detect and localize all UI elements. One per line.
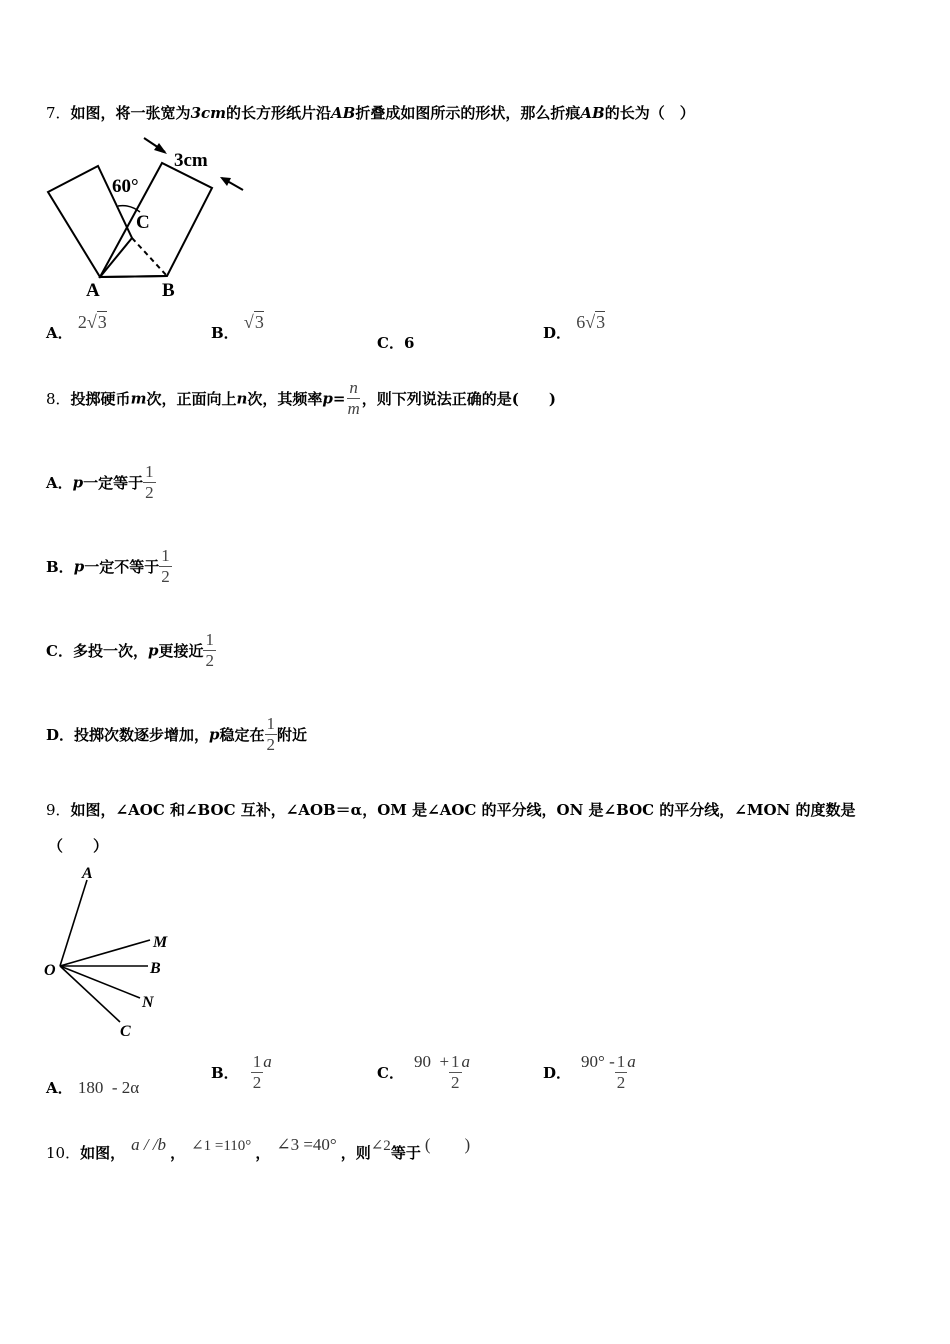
q8-option-a-fraction [143, 462, 156, 503]
q8-option-c-fraction [203, 630, 216, 671]
q7-option-d-label: D． [543, 324, 572, 342]
q7-option-b-expr: √3 [243, 312, 264, 332]
q8-option-d-text: 稳定在 [219, 726, 265, 744]
q8-option-b-fraction [159, 546, 172, 587]
q10-stem-c: 等于 [390, 1144, 421, 1162]
q9-option-a[interactable] [46, 1077, 139, 1098]
q10-sep2: ， [255, 1144, 271, 1162]
q7-figure [40, 130, 255, 305]
q9-ray-oc [60, 966, 120, 1022]
q8-option-d[interactable] [46, 714, 307, 755]
q10-number: 10． [46, 1144, 81, 1162]
q8-option-a-den: 2 [145, 483, 154, 502]
q8-option-b[interactable] [46, 546, 172, 587]
q7-arrowhead-left [154, 143, 167, 154]
q9-option-a-expr: 180 - 2α [77, 1078, 140, 1097]
q9-stem [46, 799, 855, 820]
q8-option-d-pre-text: 投掷次数逐步增加， [74, 726, 210, 744]
q9-option-d-num: 1 [616, 1052, 626, 1071]
q9-label-n: N [142, 994, 154, 1011]
q8-frequency-fraction [345, 378, 361, 419]
q8-option-c-num: 1 [205, 630, 214, 649]
q10-parallel: a / /b [131, 1135, 167, 1154]
q8-frac-num: n [349, 378, 358, 397]
q9-ray-oa [60, 880, 87, 966]
q9-ray-om [60, 940, 150, 966]
q8-option-a-label: A． [46, 474, 73, 492]
q10-angle3: ∠3 =40° [276, 1135, 337, 1154]
q7-stem-b: 的长方形纸片沿 [226, 104, 332, 122]
q7-option-c[interactable] [377, 332, 414, 353]
q8-option-a-text: 一定等于 [83, 474, 144, 492]
q9-option-a-label: A． [46, 1079, 73, 1097]
q8-stem-a: 投掷硬币 [70, 390, 131, 408]
q8-n: n [236, 389, 248, 408]
q7-option-d[interactable] [543, 312, 606, 343]
q9-option-c[interactable] [377, 1052, 470, 1093]
q8-option-d-num: 1 [266, 714, 276, 733]
q8-stem-b: 次，正面向上 [146, 390, 237, 408]
q7-width-val: 3 [190, 104, 201, 122]
q8-option-d-p: p [209, 725, 220, 744]
q7-option-a-coef: 2 [77, 312, 87, 332]
q8-option-c[interactable] [46, 630, 216, 671]
q9-option-d-pre: 90° - [581, 1052, 615, 1071]
q8-option-d-post: 附近 [277, 726, 308, 744]
q10-sep1: ， [170, 1144, 186, 1162]
q7-ab-line [100, 276, 167, 277]
q8-stem-d: ，则下列说法正确的是( ) [361, 390, 556, 408]
q8-option-d-label: D． [46, 726, 75, 744]
q9-option-c-den: 2 [451, 1073, 460, 1092]
q7-label-c: C [136, 212, 150, 233]
q7-number: 7． [46, 104, 71, 122]
q7-fold-dash [132, 238, 167, 276]
q7-option-c-value: 6 [403, 334, 415, 352]
q7-option-d-coef: 6 [576, 312, 586, 332]
q9-option-d-var: a [627, 1052, 636, 1071]
q7-label-3cm: 3cm [174, 150, 208, 171]
q8-option-a-p: p [72, 473, 84, 492]
q9-option-c-num: 1 [451, 1052, 460, 1071]
q7-option-b[interactable] [211, 312, 264, 343]
q8-option-c-den: 2 [205, 651, 214, 670]
q7-fold: AB [331, 104, 356, 122]
q8-p-eq: p= [322, 389, 346, 408]
q9-option-c-var: a [461, 1052, 471, 1071]
q7-option-a-expr: 2√3 [77, 312, 107, 332]
q7-option-d-expr: 6√3 [576, 312, 606, 332]
q8-option-d-den: 2 [266, 735, 276, 754]
q9-option-c-pre: 90 + [413, 1052, 450, 1071]
q7-stem-c: 折叠成如图所示的形状，那么折痕 [355, 104, 581, 122]
q7-label-60: 60° [112, 176, 139, 197]
q8-frac-den: m [347, 399, 360, 418]
q9-option-d-den: 2 [616, 1073, 626, 1092]
q9-ray-on [60, 966, 140, 998]
q10-angle1: ∠1 =110° [191, 1138, 252, 1154]
q7-option-b-radicand: 3 [254, 312, 264, 332]
q7-stem [46, 102, 695, 123]
q8-stem-c: 次，其频率 [247, 390, 323, 408]
q9-option-b-var: a [263, 1052, 272, 1071]
q9-option-d-fraction [615, 1052, 628, 1093]
q9-figure [40, 860, 190, 1045]
q9-option-b[interactable] [211, 1052, 272, 1093]
q7-option-d-radicand: 3 [596, 312, 606, 332]
q8-option-c-text: 更接近 [158, 642, 204, 660]
q8-option-a[interactable] [46, 462, 156, 503]
q9-option-b-label: B． [211, 1064, 239, 1082]
q7-option-a-label: A． [46, 324, 73, 342]
q9-option-c-label: C． [377, 1064, 404, 1082]
q7-fold-2: AB [580, 104, 605, 122]
q7-option-a-radicand: 3 [97, 312, 107, 332]
q9-label-c: C [120, 1023, 131, 1040]
q9-option-b-den: 2 [252, 1073, 262, 1092]
q9-number: 9． [46, 801, 71, 819]
q9-option-d[interactable] [543, 1052, 636, 1093]
q7-option-c-label: C． [377, 334, 404, 352]
q9-option-b-fraction [251, 1052, 264, 1093]
q8-option-b-p: p [73, 557, 85, 576]
q9-option-c-fraction [449, 1052, 462, 1093]
q8-m: m [130, 389, 147, 408]
q8-option-b-num: 1 [161, 546, 170, 565]
q7-stem-a: 如图，将一张宽为 [70, 104, 191, 122]
q8-option-c-pre-text: 多投一次， [72, 642, 148, 660]
q8-option-d-fraction [265, 714, 278, 755]
q9-label-b: B [150, 960, 161, 977]
q9-option-b-num: 1 [252, 1052, 262, 1071]
q8-option-a-num: 1 [145, 462, 154, 481]
q7-label-a: A [86, 280, 100, 301]
q8-option-c-label: C． [46, 642, 73, 660]
q9-label-o: O [44, 962, 56, 979]
q10-stem-a: 如图， [80, 1144, 126, 1162]
q10-stem-b: ，则 [340, 1144, 371, 1162]
q7-width-unit: cm [201, 104, 227, 122]
q7-stem-d: 的长为（ ） [604, 104, 695, 122]
q8-option-b-text: 一定不等于 [84, 558, 160, 576]
q10-stem [46, 1135, 471, 1163]
q8-stem [46, 378, 556, 419]
q7-option-a[interactable] [46, 312, 107, 343]
q9-label-m: M [153, 934, 168, 951]
q9-stem-text: 如图，∠AOC 和∠BOC 互补，∠AOB＝α，OM 是∠AOC 的平分线，ON 是∠BOC 的平分线，∠MON 的度数是 [70, 801, 856, 819]
q8-option-b-den: 2 [161, 567, 170, 586]
q9-option-d-label: D． [543, 1064, 572, 1082]
q9-label-a: A [82, 865, 93, 882]
q8-number: 8． [46, 390, 71, 408]
q10-angle2: ∠2 [370, 1138, 391, 1154]
q7-label-b: B [162, 280, 175, 301]
q10-paren: ( ) [424, 1135, 471, 1154]
q8-option-b-label: B． [46, 558, 74, 576]
q7-option-b-label: B． [211, 324, 239, 342]
q9-stem-paren: （ ） [48, 837, 109, 855]
q8-option-c-p: p [147, 641, 159, 660]
